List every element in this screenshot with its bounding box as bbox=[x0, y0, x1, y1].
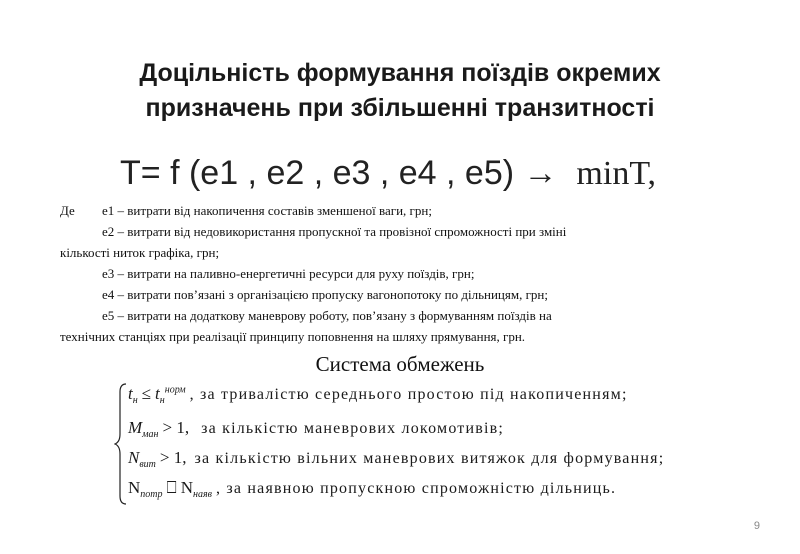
constraints-heading: Система обмежень bbox=[315, 352, 485, 376]
definitions-prefix: Де bbox=[60, 203, 75, 218]
formula-rhs: minT, bbox=[576, 155, 657, 192]
title-line-2: призначень при збільшенні транзитності bbox=[145, 94, 655, 122]
definition-line: е5 – витрати на додаткову маневрову роботу, пов’язану з формуванням поїздів на bbox=[102, 308, 552, 323]
constraint-row: $t_н \le t_н^{норм}$ , за тривалістю середнього простою під накопиченням; bbox=[128, 384, 628, 407]
formula-function: f (e1 , e2 , e3 , e4 , e5) bbox=[170, 154, 515, 192]
title-line-1: Доцільність формування поїздів окремих bbox=[139, 59, 661, 87]
formula-lhs: T= bbox=[120, 154, 161, 192]
definition-line: Де е1 – витрати від накопичення составів зменшеної ваги, грн; bbox=[60, 200, 720, 221]
definition-line: е3 – витрати на паливно-енергетичні ресурси для руху поїздів, грн; bbox=[102, 266, 475, 281]
objective-formula bbox=[120, 153, 720, 194]
slide-title bbox=[60, 56, 740, 126]
definition-line: кількості ниток графіка, грн; bbox=[60, 245, 220, 260]
formula-arrow: → bbox=[523, 154, 558, 192]
definition-line: е2 – витрати від недовикористання пропускної та провізної спроможності при зміні bbox=[102, 224, 567, 239]
left-brace-icon bbox=[114, 382, 128, 506]
definition-line: технічних станціях при реалізації принципу поповнення на шляху прямування, грн. bbox=[60, 329, 526, 344]
constraint-row: $M_{ман} > 1$, за кількістю маневрових локомотивів; bbox=[128, 418, 505, 441]
constraints-system bbox=[114, 382, 734, 506]
page-number: 9 bbox=[753, 520, 760, 532]
definitions-block bbox=[60, 200, 720, 347]
constraint-row: $N_{вит} > 1$, за кількістю вільних маневрових витяжок для формування; bbox=[128, 448, 665, 471]
definition-line: е4 – витрати пов’язані з організацією пропуску вагонопотоку по дільницям, грн; bbox=[102, 287, 548, 302]
constraint-row: $N_{потр}$ ⎕ $N_{наяв}$ , за наявною пропускною спроможністю дільниць. bbox=[128, 478, 617, 501]
